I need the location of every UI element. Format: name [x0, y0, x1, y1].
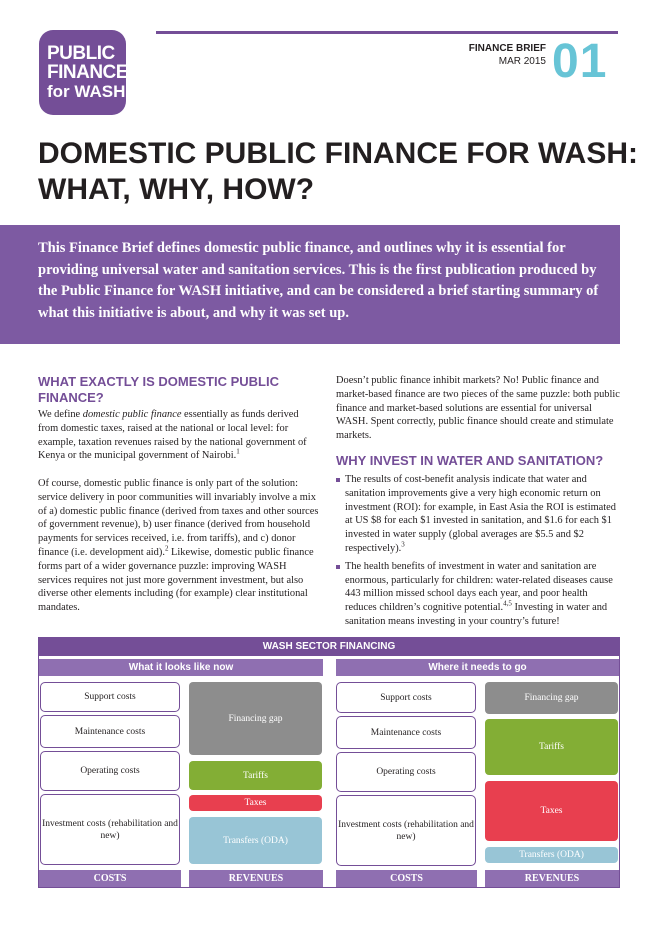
footer-revenues-future: REVENUES [485, 870, 619, 887]
cost-maintenance-future: Maintenance costs [336, 716, 476, 749]
revenue-tariffs-future: Tariffs [485, 719, 618, 775]
para-solution-text: Of course, domestic public finance is only part of the solution: service delivery in poor communities will invariably involve a mix of a) domestic public finance (derived from taxes and other sources of government revenue), b) user finance (derived from household payments for services received, i.e. from tariffs), and c) donor finance (i.e. development aid). [38, 478, 319, 558]
footer-costs-future: COSTS [336, 870, 477, 887]
footnote-ref: 4,5 [503, 599, 512, 608]
intro-banner [0, 225, 620, 344]
cost-support-now: Support costs [40, 682, 180, 712]
cost-support-future: Support costs [336, 682, 476, 713]
diagram-title: WASH SECTOR FINANCING [38, 637, 620, 656]
panel-now-header: What it looks like now [39, 659, 323, 676]
revenue-tariffs-now: Tariffs [189, 761, 322, 790]
revenue-transfers-future: Transfers (ODA) [485, 847, 618, 863]
why-bullets [336, 473, 620, 633]
cost-investment-future: Investment costs (rehabilitation and new) [336, 795, 476, 866]
para-definition-term: domestic public finance [82, 409, 182, 420]
bullet-roi-text: The results of cost-benefit analysis indicate that water and sanitation improvements give a very high economic return on investment (ROI): for example, in East Asia the ROI is estimated at US $8 for each $1 invested in sanitation, and $1.6 for each $1 invested in water supply (global averages are $5.5 and $2 respectively). [345, 474, 616, 554]
bullet-roi [336, 473, 620, 556]
cost-operating-now: Operating costs [40, 751, 180, 791]
cost-investment-now: Investment costs (rehabilitation and new) [40, 794, 180, 865]
cost-maintenance-now: Maintenance costs [40, 715, 180, 748]
footnote-ref: 2 [164, 544, 169, 553]
heading-why: WHY INVEST IN WATER AND SANITATION? [336, 453, 604, 468]
intro-text: This Finance Brief defines domestic public finance, and outlines why it is essential for providing universal water and sanitation services. This is the first publication produced by the Public Finance for WASH initiative, and can be considered a brief starting summary of what this initiative is about, and why it was set up. [38, 240, 599, 321]
bullet-health [336, 560, 620, 629]
logo-line-3: for WASH [47, 82, 126, 101]
title-line-2: WHAT, WHY, HOW? [38, 173, 315, 206]
brief-label: FINANCE BRIEF [468, 43, 546, 54]
logo-line-1: PUBLIC [47, 43, 115, 64]
diagram-frame [38, 656, 620, 888]
footnote-ref: 1 [236, 447, 240, 456]
para-definition-post: essentially as funds derived from domestic taxes, raised at the national or local level: for example, taxation revenues raised by the national government of Kenya or the municipal government of Nairobi. [38, 409, 307, 462]
heading-what: WHAT EXACTLY IS DOMESTIC PUBLIC FINANCE? [38, 374, 279, 405]
logo-line-2: FINANCE [47, 62, 128, 83]
brief-date: MAR 2015 [498, 56, 546, 67]
revenue-taxes-now: Taxes [189, 795, 322, 811]
para-markets: Doesn’t public finance inhibit markets? No! Public finance and market-based finance are two pieces of the same puzzle: both public finance and market-based solutions are essential for universal WASH. Spent correctly, public finance should create and stimulate markets. [336, 375, 620, 442]
brief-number: 01 [552, 35, 608, 88]
revenue-taxes-future: Taxes [485, 781, 618, 841]
cost-operating-future: Operating costs [336, 752, 476, 792]
footer-revenues-now: REVENUES [189, 870, 323, 887]
header-rule [156, 31, 618, 34]
logo [39, 30, 126, 115]
footnote-ref: 3 [401, 540, 405, 549]
revenue-gap-future: Financing gap [485, 682, 618, 714]
footer-costs-now: COSTS [39, 870, 181, 887]
page-title [38, 136, 638, 208]
para-solution-post: Likewise, domestic public finance forms part of a wider governance puzzle: improving WASH services requires not just more government investment, but also diverse other elements including (for example) clear institutional mandates. [38, 546, 314, 614]
bullet-health-post: Investing in water and sanitation means investing in your country’s future! [345, 602, 608, 627]
bullet-health-text: The health benefits of investment in water and sanitation are enormous, particularly for children: water-related diseases cause 443 million missed school days each year, and poor health reduces children’s cognitive potential. [345, 560, 613, 614]
revenue-gap-now: Financing gap [189, 682, 322, 755]
title-line-1: DOMESTIC PUBLIC FINANCE FOR WASH: [38, 137, 638, 170]
revenue-transfers-now: Transfers (ODA) [189, 817, 322, 864]
para-definition-pre: We define [38, 409, 83, 420]
para-definition [38, 408, 320, 463]
panel-future-header: Where it needs to go [336, 659, 619, 676]
para-solution [38, 477, 320, 615]
